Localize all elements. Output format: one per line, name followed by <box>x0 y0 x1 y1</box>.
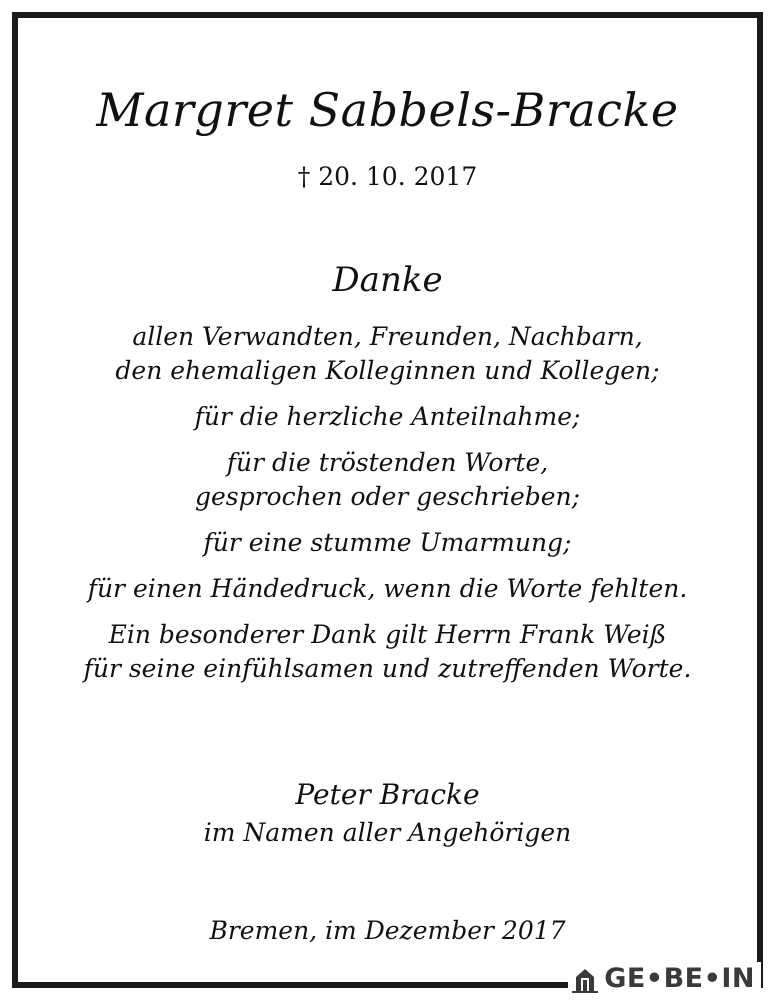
thanks-text <box>0 320 775 686</box>
thanks-line: für seine einfühlsamen und zutreffenden Worte. <box>83 654 692 683</box>
death-date: † 20. 10. 2017 <box>297 162 478 191</box>
thanks-line: gesprochen oder geschrieben; <box>194 482 581 511</box>
thanks-line: für die tröstenden Worte, <box>226 448 549 477</box>
signer-name: Peter Bracke <box>295 778 480 811</box>
signer-note: im Namen aller Angehörigen <box>203 818 572 847</box>
thanks-line: den ehemaligen Kolleginnen und Kollegen; <box>115 356 660 385</box>
gebein-logo-text: GE•BE•IN <box>604 963 755 994</box>
thanks-line: allen Verwandten, Freunden, Nachbarn, <box>132 322 643 351</box>
thanks-heading: Danke <box>332 260 443 300</box>
gebein-logo <box>568 962 761 996</box>
deceased-name: Margret Sabbels-Bracke <box>96 83 679 137</box>
thanks-line: Ein besonderer Dank gilt Herrn Frank Weiß <box>108 620 667 649</box>
thanks-line: für einen Händedruck, wenn die Worte fehlten. <box>87 574 688 603</box>
gebein-logo-icon <box>572 965 598 993</box>
place-date: Bremen, im Dezember 2017 <box>209 916 566 945</box>
thanks-line: für eine stumme Umarmung; <box>203 528 572 557</box>
thanks-line: für die herzliche Anteilnahme; <box>194 402 581 431</box>
